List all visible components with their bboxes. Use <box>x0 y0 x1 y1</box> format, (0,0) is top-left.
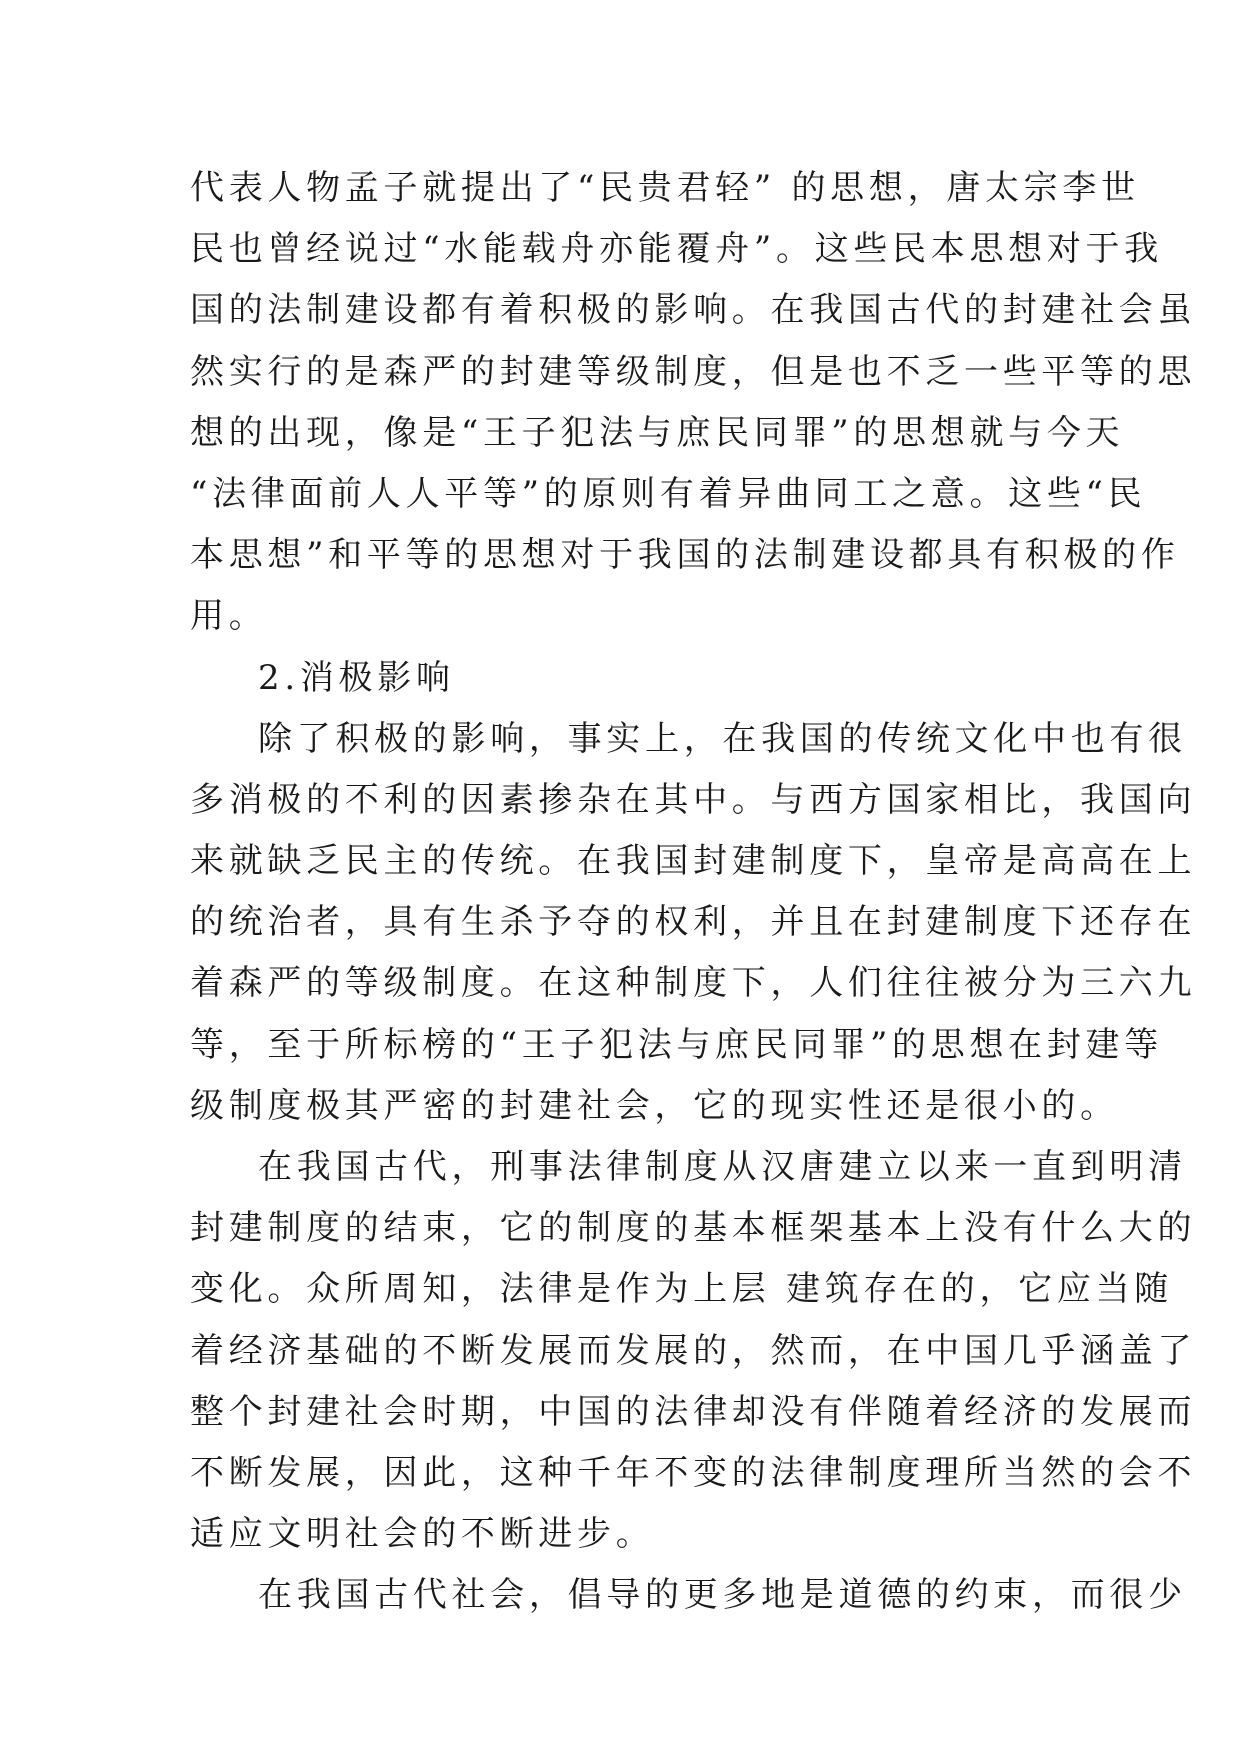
text-line: 除了积极的影响，事实上，在我国的传统文化中也有很 <box>258 718 1187 759</box>
text-line: 在我国古代，刑事法律制度从汉唐建立以来一直到明清 <box>258 1147 1187 1187</box>
text-line: 封建制度的结束，它的制度的基本框架基本上没有什么大的 <box>190 1208 1197 1249</box>
text-line: 用。 <box>190 596 268 637</box>
text-line: 国的法制建设都有着积极的影响。在我国古代的封建社会虽 <box>190 290 1197 331</box>
text-line: 民也曾经说过“水能载舟亦能覆舟”。这些民本思想对于我 <box>190 229 1163 270</box>
text-line: 变化。众所周知，法律是作为上层 建筑存在的，它应当随 <box>190 1269 1174 1310</box>
text-line: 来就缺乏民主的传统。在我国封建制度下，皇帝是高高在上 <box>190 841 1197 882</box>
text-line: 不断发展，因此，这种千年不变的法律制度理所当然的会不 <box>190 1452 1197 1493</box>
text-line: 着森严的等级制度。在这种制度下，人们往往被分为三六九 <box>190 963 1197 1004</box>
text-line: 着经济基础的不断发展而发展的，然而，在中国几乎涵盖了 <box>190 1330 1197 1371</box>
text-line: 在我国古代社会，倡导的更多地是道德的约束，而很少 <box>258 1575 1187 1616</box>
text-line: 整个封建社会时期，中国的法律却没有伴随着经济的发展而 <box>190 1391 1197 1432</box>
text-line: 适应文明社会的不断进步。 <box>190 1514 655 1555</box>
text-line: 等，至于所标榜的“王子犯法与庶民同罪”的思想在封建等 <box>190 1024 1163 1065</box>
text-line: 级制度极其严密的封建社会，它的现实性还是很小的。 <box>190 1085 1119 1126</box>
text-line: “法律面前人人平等”的原则有着异曲同工之意。这些“民 <box>190 473 1147 514</box>
text-line: 的统治者，具有生杀予夺的权利，并且在封建制度下还存在 <box>190 902 1197 943</box>
text-line: 本思想”和平等的思想对于我国的法制建设都具有积极的作 <box>190 535 1180 576</box>
body-text <box>190 158 1197 1627</box>
text-line: 然实行的是森严的封建等级制度，但是也不乏一些平等的思 <box>190 351 1197 392</box>
text-line: 多消极的不利的因素掺杂在其中。与西方国家相比，我国向 <box>190 779 1197 820</box>
text-line: 想的出现，像是“王子犯法与庶民同罪”的思想就与今天 <box>190 412 1125 453</box>
text-line: 2.消极影响 <box>258 657 455 698</box>
text-line: 代表人物孟子就提出了“民贵君轻” 的思想，唐太宗李世 <box>190 168 1140 208</box>
